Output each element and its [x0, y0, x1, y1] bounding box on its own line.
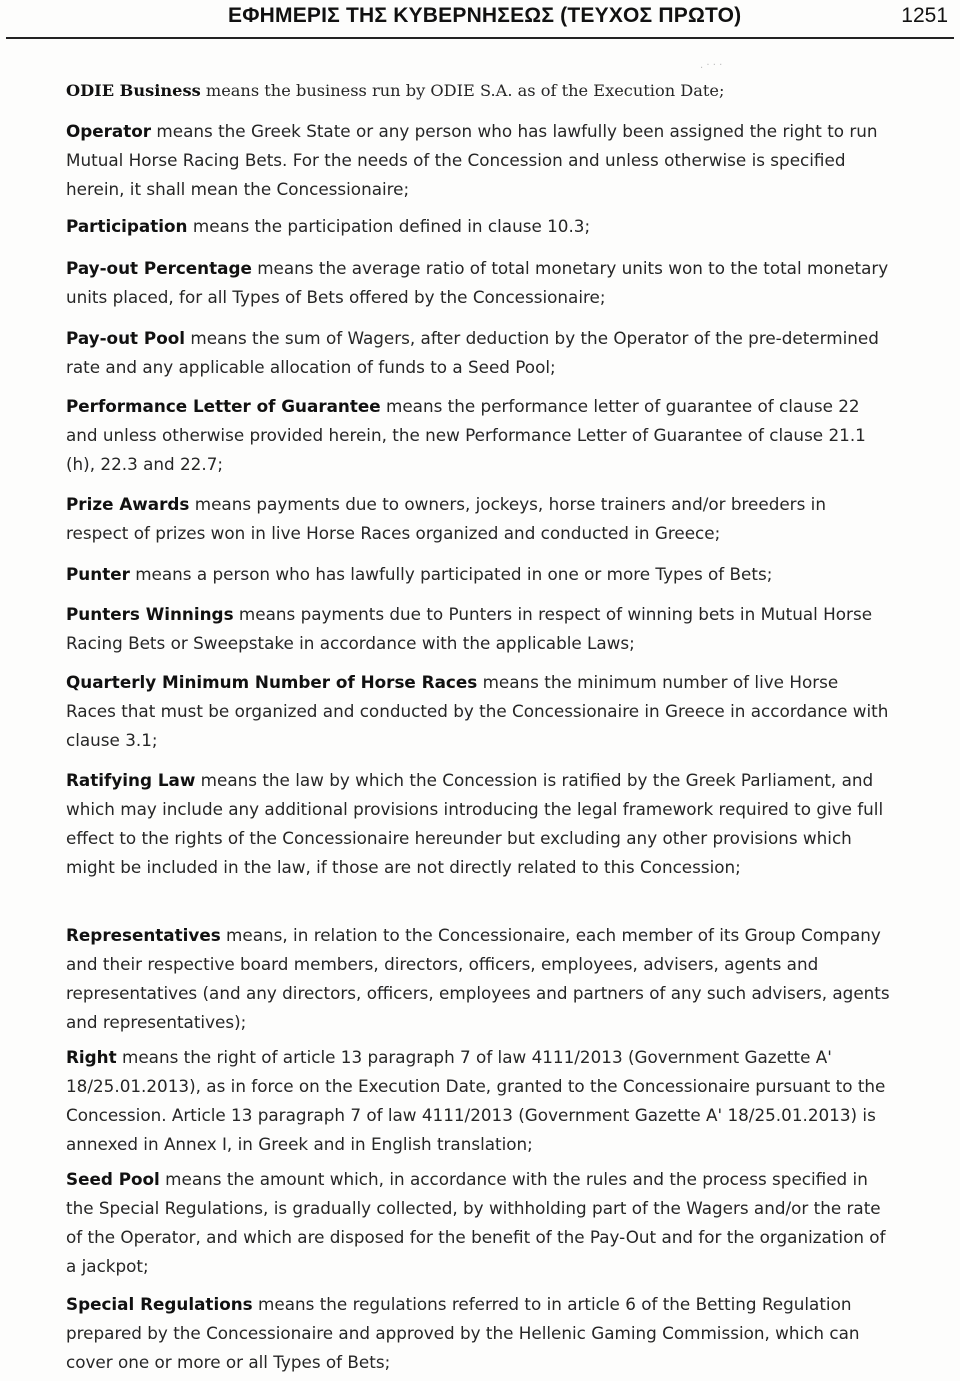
definition-term: Pay-out Pool	[66, 328, 186, 348]
definition-text: means the performance letter of guarantee of clause 22 and unless otherwise provided herein, the new Performance Letter of Guarantee of clause 21.1 (h), 22.3 and 22.7;	[66, 396, 866, 474]
definition-term: Punters Winnings	[66, 604, 234, 624]
definition-punters-winnings	[66, 600, 892, 658]
definition-operator	[66, 117, 892, 204]
definition-odie-business	[66, 76, 892, 105]
header-divider	[6, 37, 954, 39]
definition-pay-out-pool	[66, 324, 892, 382]
definition-text: means the Greek State or any person who has lawfully been assigned the right to run Mutual Horse Racing Bets. For the needs of the Concession and unless otherwise is specified herein, it shall mean the Concessionaire;	[66, 121, 878, 199]
definition-term: Pay-out Percentage	[66, 258, 252, 278]
definition-text: means the average ratio of total monetary units won to the total monetary units placed, for all Types of Bets offered by the Concessionaire;	[66, 258, 889, 307]
gazette-title: ΕΦΗΜΕΡΙΣ ΤΗΣ ΚΥΒΕΡΝΗΣΕΩΣ (ΤΕΥΧΟΣ ΠΡΩΤΟ)	[228, 4, 742, 27]
definition-pay-out-percentage	[66, 254, 892, 312]
definition-text: means the amount which, in accordance with the rules and the process specified in the Special Regulations, is gradually collected, by withholding part of the Wagers and/or the rate of the Operator, and which are disposed for the benefit of the Pay-Out and for the organization of a jackpot;	[66, 1169, 886, 1276]
definition-term: Right	[66, 1047, 117, 1067]
definition-participation	[66, 212, 892, 241]
definition-text: means a person who has lawfully participated in one or more Types of Bets;	[129, 564, 773, 584]
definition-representatives	[66, 921, 892, 1037]
definition-text: means the right of article 13 paragraph 7 of law 4111/2013 (Government Gazette A' 18/25.01.2013), as in force on the Execution Date, granted to the Concessionaire pursuant to the Concession. Article 13 paragraph 7 of law 4111/2013 (Government Gazette A' 18/25.01.2013) is annexed in Annex I, in Greek and in English translation;	[66, 1047, 886, 1154]
definition-term: Seed Pool	[66, 1169, 160, 1189]
definition-term: Representatives	[66, 925, 221, 945]
definition-text: means payments due to owners, jockeys, horse trainers and/or breeders in respect of prizes won in live Horse Races organized and conducted in Greece;	[66, 494, 826, 543]
definition-text: means the participation defined in clause 10.3;	[187, 216, 591, 236]
definition-term: Performance Letter of Guarantee	[66, 396, 381, 416]
page-number: 1251	[901, 4, 948, 27]
definition-special-regulations	[66, 1290, 892, 1377]
definition-punter	[66, 560, 892, 589]
definition-performance-letter-of-guarantee	[66, 392, 892, 479]
definition-term: Punter	[66, 564, 130, 584]
definition-text: means payments due to Punters in respect of winning bets in Mutual Horse Racing Bets or Sweepstake in accordance with the applicable Laws;	[66, 604, 873, 653]
definition-term: Operator	[66, 121, 152, 141]
definition-term: Ratifying Law	[66, 770, 196, 790]
definition-text: means, in relation to the Concessionaire, each member of its Group Company and their respective board members, directors, officers, employees, advisers, agents and representatives (and any directors, officers, employees and partners of any such advisers, agents and representatives);	[66, 925, 890, 1032]
definition-term: Quarterly Minimum Number of Horse Races	[66, 672, 478, 692]
definition-text: means the business run by ODIE S.A. as of the Execution Date;	[200, 81, 725, 100]
definition-term: ODIE Business	[66, 81, 201, 100]
definition-seed-pool	[66, 1165, 892, 1281]
definition-right	[66, 1043, 892, 1159]
definition-text: means the regulations referred to in article 6 of the Betting Regulation prepared by the Concessionaire and approved by the Hellenic Gaming Commission, which can cover one or more or all Types of Bets;	[66, 1294, 860, 1372]
definition-term: Participation	[66, 216, 188, 236]
definition-prize-awards	[66, 490, 892, 548]
definition-term: Prize Awards	[66, 494, 190, 514]
page-header	[0, 0, 960, 40]
definition-ratifying-law	[66, 766, 892, 882]
definition-text: means the sum of Wagers, after deduction by the Operator of the pre-determined rate and any applicable allocation of funds to a Seed Pool;	[66, 328, 879, 377]
definition-text: means the minimum number of live Horse Races that must be organized and conducted by the Concessionaire in Greece in accordance with clause 3.1;	[66, 672, 889, 750]
definition-term: Special Regulations	[66, 1294, 253, 1314]
definition-text: means the law by which the Concession is ratified by the Greek Parliament, and which may include any additional provisions introducing the legal framework required to give full effect to the rights of the Concessionaire hereunder but excluding any other provisions which might be included in the law, if those are not directly related to this Concession;	[66, 770, 884, 877]
definition-quarterly-minimum-number-of-horse-races	[66, 668, 892, 755]
scan-artifact: . · · ·	[700, 60, 723, 71]
